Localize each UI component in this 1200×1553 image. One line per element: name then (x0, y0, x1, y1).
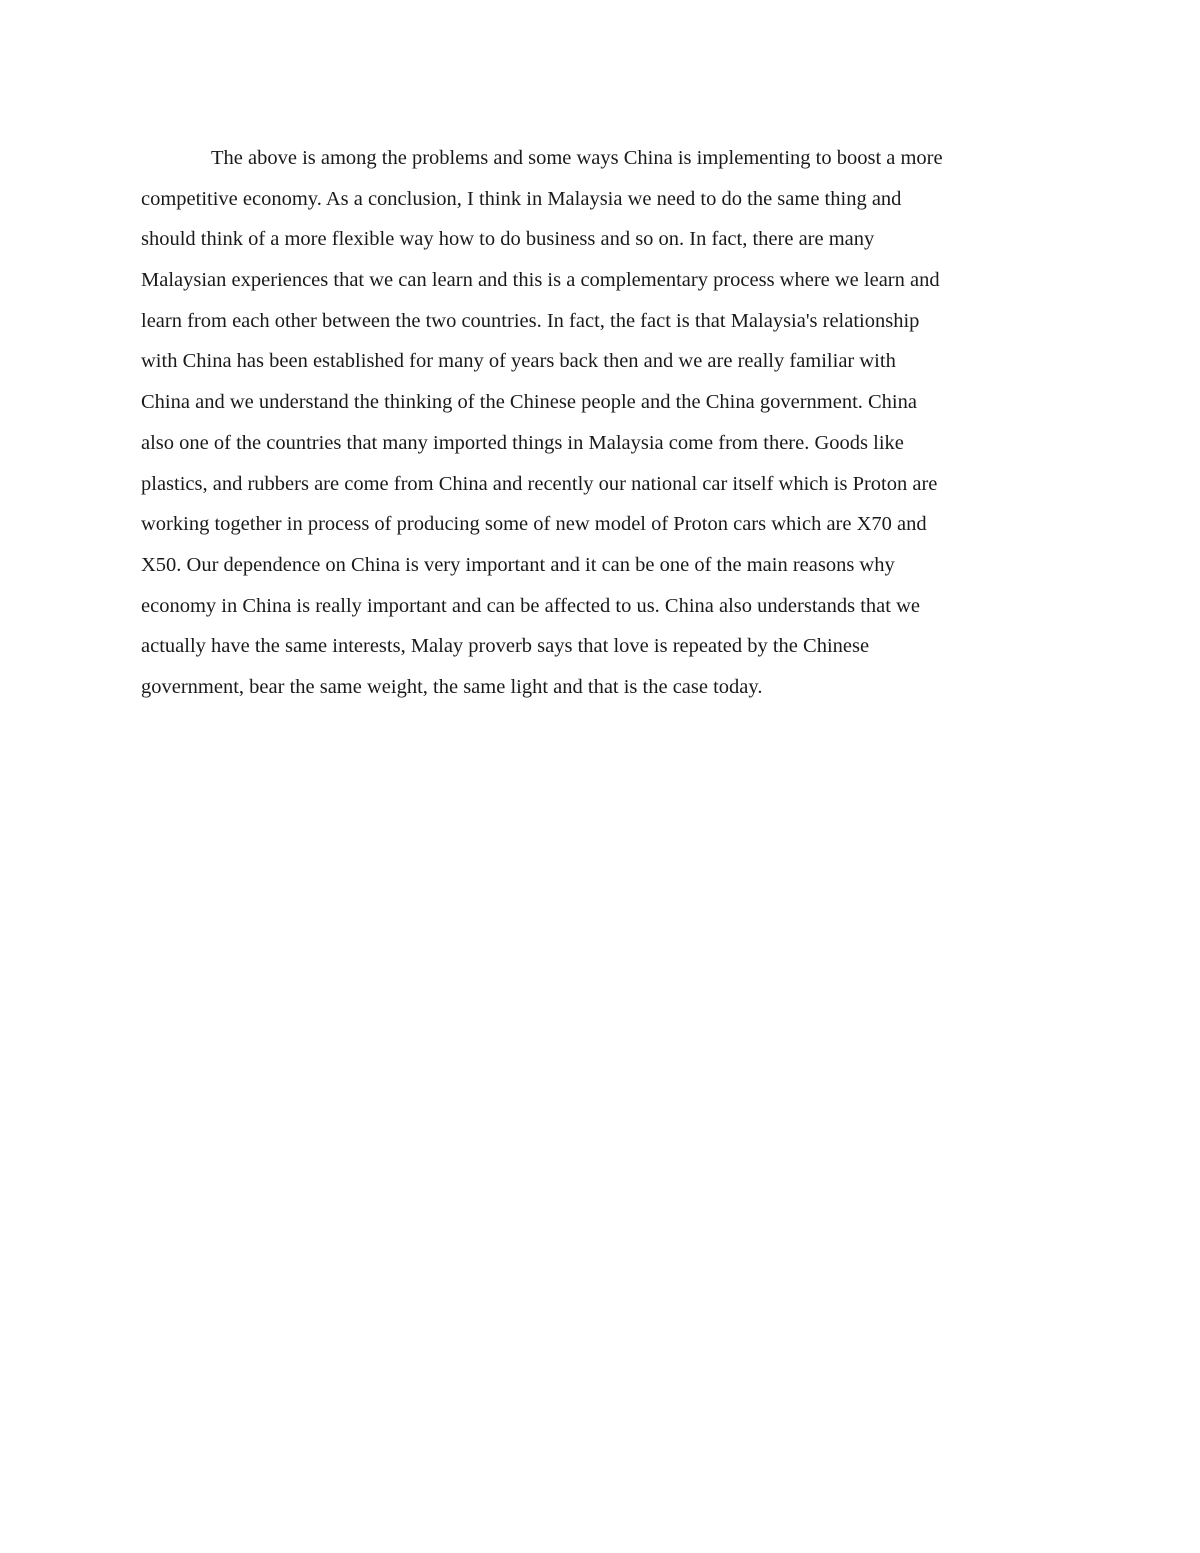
paragraph-line: learn from each other between the two countries. In fact, the fact is that Malaysia's relationship (141, 309, 920, 332)
paragraph-line: Malaysian experiences that we can learn and this is a complementary process where we learn and (141, 269, 940, 292)
paragraph-line: competitive economy. As a conclusion, I think in Malaysia we need to do the same thing and (141, 187, 902, 210)
paragraph-line: X50. Our dependence on China is very important and it can be one of the main reasons why (141, 553, 895, 576)
paragraph-line: economy in China is really important and can be affected to us. China also understands that we (141, 594, 920, 617)
paragraph-line: working together in process of producing some of new model of Proton cars which are X70 and (141, 513, 927, 536)
paragraph-line: China and we understand the thinking of the Chinese people and the China government. China (141, 391, 917, 414)
paragraph-line: government, bear the same weight, the same light and that is the case today. (141, 675, 763, 698)
paragraph-line: also one of the countries that many imported things in Malaysia come from there. Goods like (141, 431, 904, 454)
body-paragraph (141, 140, 1071, 710)
paragraph-line: should think of a more flexible way how to do business and so on. In fact, there are many (141, 228, 875, 251)
paragraph-line: with China has been established for many of years back then and we are really familiar with (141, 350, 896, 373)
paragraph-line: The above is among the problems and some ways China is implementing to boost a more (211, 147, 943, 169)
paragraph-line: actually have the same interests, Malay proverb says that love is repeated by the Chinese (141, 635, 870, 658)
paragraph-line: plastics, and rubbers are come from China and recently our national car itself which is Proton are (141, 472, 938, 495)
